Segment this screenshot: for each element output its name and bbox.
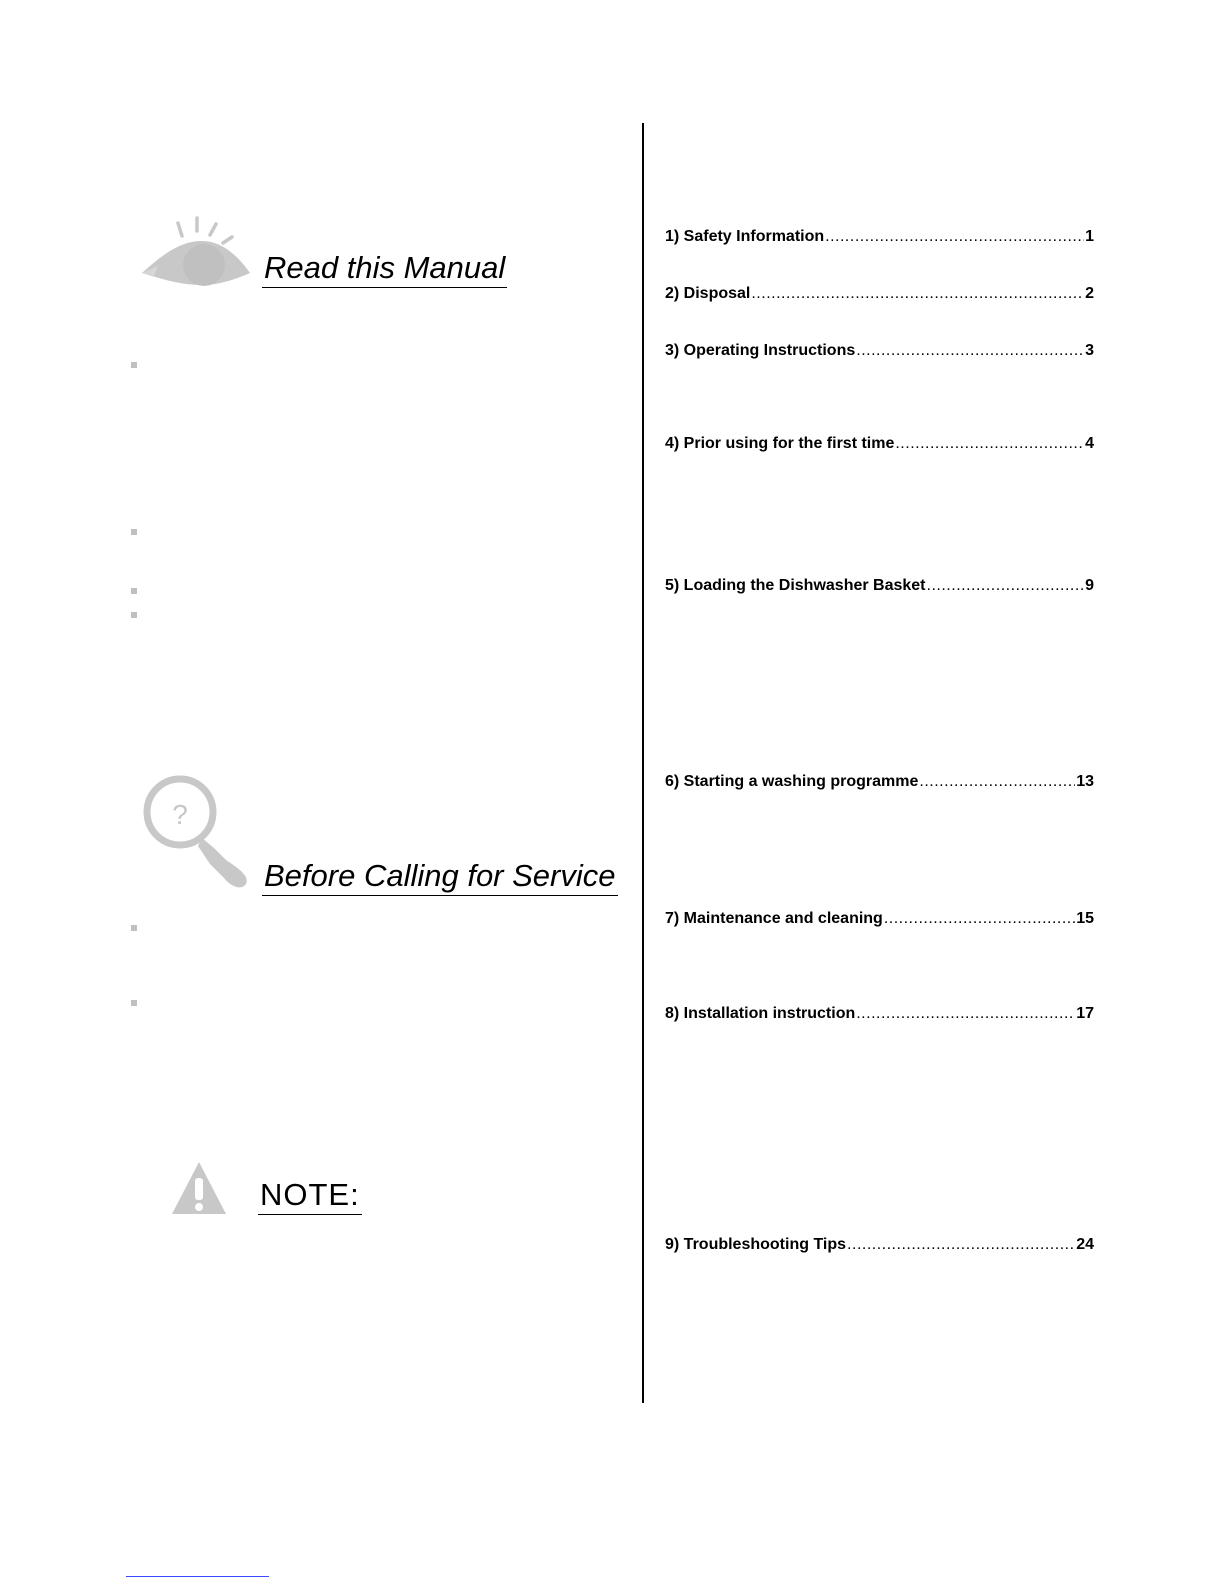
list-bullet	[131, 529, 137, 535]
column-divider	[642, 123, 644, 1403]
toc-item-operating-instructions[interactable]: 3) Operating Instructions ..... 3	[665, 341, 1094, 361]
list-bullet	[131, 925, 137, 931]
toc-item-installation[interactable]: 8) Installation instruction ..... 17	[665, 1004, 1094, 1024]
toc-item-prior-using[interactable]: 4) Prior using for the first time ..... 4	[665, 434, 1094, 454]
toc-leader	[856, 341, 1084, 361]
toc-item-troubleshooting[interactable]: 9) Troubleshooting Tips ..... 24	[665, 1235, 1094, 1255]
warning-triangle-icon	[170, 1160, 228, 1216]
toc-leader	[825, 227, 1084, 247]
toc-item-disposal[interactable]: 2) Disposal ..... 2	[665, 284, 1094, 304]
toc-leader	[884, 909, 1075, 929]
magnifier-question-icon	[140, 772, 252, 896]
footer-rule	[126, 1576, 269, 1577]
toc-item-maintenance[interactable]: 7) Maintenance and cleaning ..... 15	[665, 909, 1094, 929]
toc-leader	[847, 1235, 1075, 1255]
toc-leader	[856, 1004, 1075, 1024]
list-bullet	[131, 612, 137, 618]
toc-leader	[751, 284, 1084, 304]
toc-leader	[919, 772, 1075, 792]
eye-icon	[140, 213, 252, 293]
list-bullet	[131, 588, 137, 594]
toc-leader	[927, 576, 1085, 596]
toc-leader	[895, 434, 1084, 454]
toc-item-starting-programme[interactable]: 6) Starting a washing programme ..... 13	[665, 772, 1094, 792]
toc-item-safety-information[interactable]: 1) Safety Information ..... 1	[665, 227, 1094, 247]
read-manual-heading: Read this Manual	[262, 250, 507, 288]
toc-item-loading-basket[interactable]: 5) Loading the Dishwasher Basket ..... 9	[665, 576, 1094, 596]
list-bullet	[131, 362, 137, 368]
svg-text:?: ?	[172, 799, 188, 830]
before-service-heading: Before Calling for Service	[262, 858, 618, 896]
note-heading: NOTE:	[258, 1177, 362, 1215]
list-bullet	[131, 1000, 137, 1006]
